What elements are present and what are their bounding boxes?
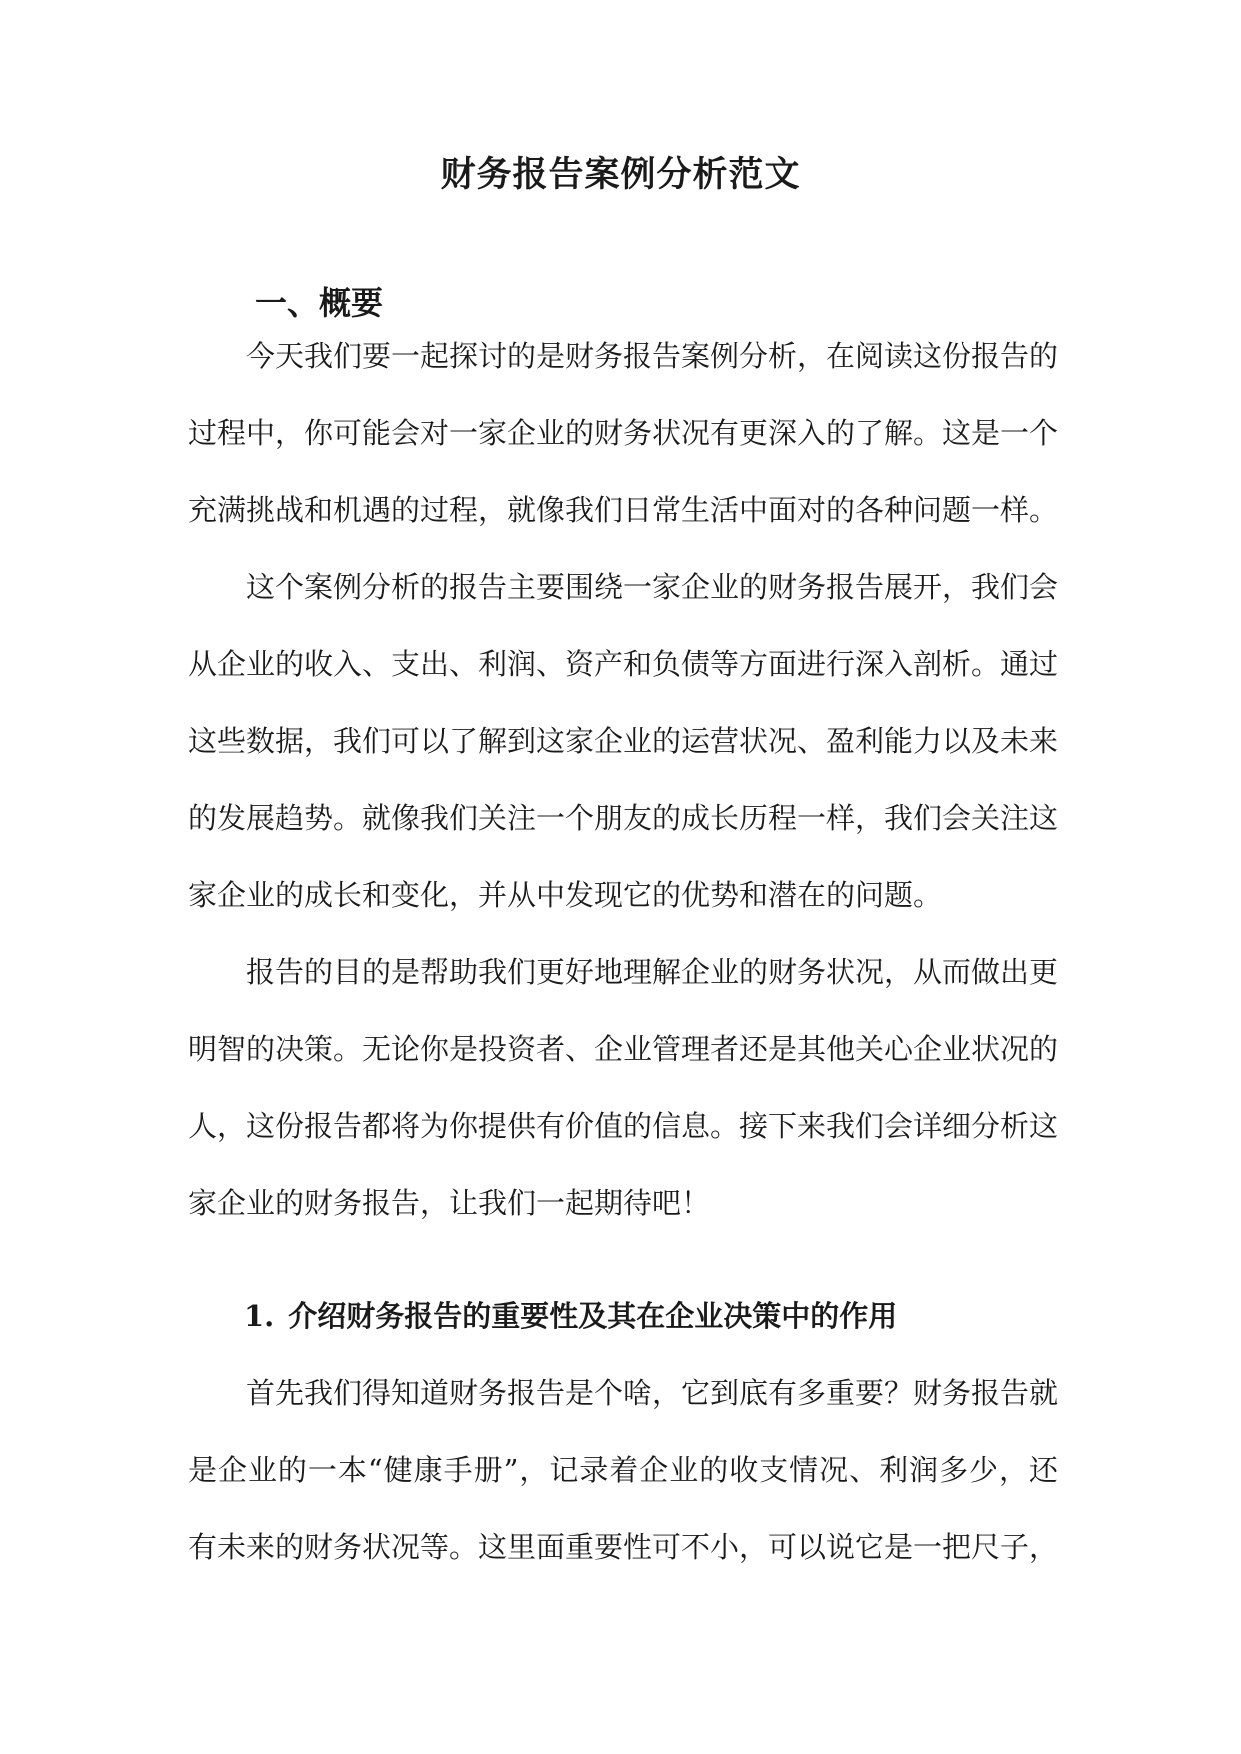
section-overview-body (188, 318, 1058, 1242)
subsection-title: 介绍财务报告的重要性及其在企业决策中的作用 (288, 1299, 898, 1333)
section-heading-overview: 一、概要 (255, 284, 384, 322)
paragraph: 报告的目的是帮助我们更好地理解企业的财务状况，从而做出更明智的决策。无论你是投资者、企业管理者还是其他关心企业状况的人，这份报告都将为你提供有价值的信息。接下来我们会详细分析这家企业的财务报告，让我们一起期待吧！ (188, 955, 1059, 1220)
paragraph: 今天我们要一起探讨的是财务报告案例分析，在阅读这份报告的过程中，你可能会对一家企业的财务状况有更深入的了解。这是一个充满挑战和机遇的过程，就像我们日常生活中面对的各种问题一样。 (188, 339, 1059, 527)
subsection-heading (244, 1295, 897, 1337)
document-title: 财务报告案例分析范文 (440, 154, 801, 195)
subsection-number: 1. (244, 1299, 275, 1333)
paragraph: 这个案例分析的报告主要围绕一家企业的财务报告展开，我们会从企业的收入、支出、利润、资产和负债等方面进行深入剖析。通过这些数据，我们可以了解到这家企业的运营状况、盈利能力以及未来的发展趋势。就像我们关注一个朋友的成长历程一样，我们会关注这家企业的成长和变化，并从中发现它的优势和潜在的问题。 (188, 570, 1059, 912)
paragraph: 首先我们得知道财务报告是个啥，它到底有多重要？财务报告就是企业的一本“健康手册”，记录着企业的收支情况、利润多少，还有未来的财务状况等。这里面重要性可不小，可以说它是一把尺子， (188, 1376, 1059, 1564)
subsection-body (188, 1355, 1058, 1586)
